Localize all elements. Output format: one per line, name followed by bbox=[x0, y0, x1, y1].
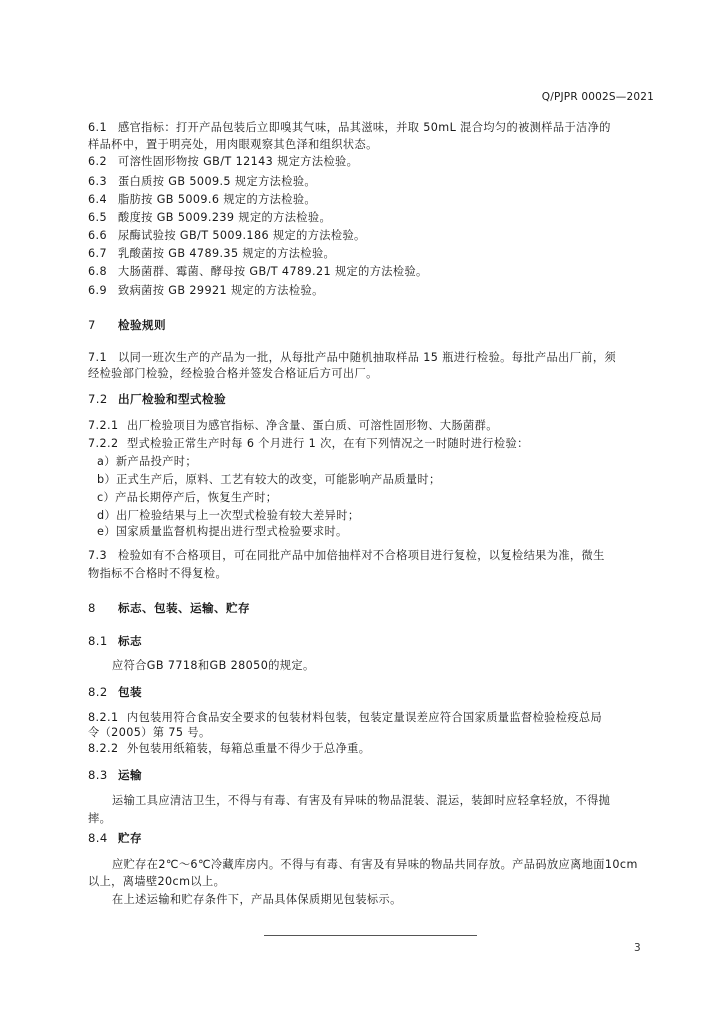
clause-7-1-cont: 经检验部门检验，经检验合格并签发合格证后方可出厂。 bbox=[88, 367, 378, 380]
clause-6-5: 6.5 酸度按 GB 5009.239 规定的方法检验。 bbox=[88, 211, 332, 224]
clause-8-3-heading: 8.3 运输 bbox=[88, 768, 142, 782]
clause-8-4-text: 应贮存在2℃～6℃冷藏库房内。不得与有毒、有害及有异味的物品共同存放。产品码放应离地面10cm bbox=[112, 858, 638, 871]
clause-8-3-cont: 摔。 bbox=[88, 812, 112, 825]
clause-8-2-2: 8.2.2 外包装用纸箱装，每箱总重量不得少于总净重。 bbox=[88, 742, 371, 755]
clause-6-1: 6.1 感官指标：打开产品包装后立即嗅其气味，品其滋味，并取 50mL 混合均匀的被测样品于洁净的 bbox=[88, 121, 611, 134]
clause-6-2: 6.2 可溶性固形物按 GB/T 12143 规定方法检验。 bbox=[88, 155, 359, 168]
clause-6-6: 6.6 尿酶试验按 GB/T 5009.186 规定的方法检验。 bbox=[88, 229, 366, 242]
clause-6-3: 6.3 蛋白质按 GB 5009.5 规定方法检验。 bbox=[88, 175, 317, 188]
clause-8-1-heading: 8.1 标志 bbox=[88, 634, 142, 648]
clause-7-1: 7.1 以同一班次生产的产品为一批，从每批产品中随机抽取样品 15 瓶进行检验。每批产品出厂前，须 bbox=[88, 351, 617, 364]
clause-8-2-heading: 8.2 包装 bbox=[88, 685, 142, 699]
section-8-heading: 8 标志、包装、运输、贮存 bbox=[88, 601, 250, 615]
clause-8-2-1: 8.2.1 内包装用符合食品安全要求的包装材料包装，包装定量误差应符合国家质量监督检验检疫总局 bbox=[88, 711, 603, 724]
clause-6-4: 6.4 脂肪按 GB 5009.6 规定的方法检验。 bbox=[88, 193, 317, 206]
page-number: 3 bbox=[634, 942, 641, 954]
document-code: Q/PJPR 0002S—2021 bbox=[541, 91, 654, 103]
clause-8-3-text: 运输工具应清洁卫生，不得与有毒、有害及有异味的物品混装、混运，装卸时应轻拿轻放，不得抛 bbox=[112, 794, 611, 807]
clause-7-3-cont: 物指标不合格时不得复检。 bbox=[88, 567, 228, 580]
end-separator-line bbox=[264, 935, 477, 936]
clause-7-2-1: 7.2.1 出厂检验项目为感官指标、净含量、蛋白质、可溶性固形物、大肠菌群。 bbox=[88, 419, 498, 432]
clause-6-9: 6.9 致病菌按 GB 29921 规定的方法检验。 bbox=[88, 284, 324, 297]
clause-6-8: 6.8 大肠菌群、霉菌、酵母按 GB/T 4789.21 规定的方法检验。 bbox=[88, 265, 428, 278]
list-item-b: b）正式生产后，原料、工艺有较大的改变，可能影响产品质量时； bbox=[97, 473, 441, 486]
list-item-a: a）新产品投产时； bbox=[97, 455, 197, 468]
clause-7-2-2: 7.2.2 型式检验正常生产时每 6 个月进行 1 次，在有下列情况之一时随时进行检验： bbox=[88, 437, 529, 450]
clause-6-1-cont: 样品杯中，置于明亮处，用肉眼观察其色泽和组织状态。 bbox=[88, 138, 378, 151]
clause-7-2-heading: 7.2 出厂检验和型式检验 bbox=[88, 392, 226, 406]
clause-8-4-cont: 以上，离墙壁20cm以上。 bbox=[88, 875, 226, 888]
clause-8-1-text: 应符合GB 7718和GB 28050的规定。 bbox=[112, 659, 315, 672]
section-7-heading: 7 检验规则 bbox=[88, 318, 166, 332]
list-item-d: d）出厂检验结果与上一次型式检验有较大差异时； bbox=[97, 509, 360, 522]
clause-8-4-final: 在上述运输和贮存条件下，产品具体保质期见包装标示。 bbox=[112, 893, 402, 906]
clause-6-7: 6.7 乳酸菌按 GB 4789.35 规定的方法检验。 bbox=[88, 247, 336, 260]
clause-8-2-1-cont: 令（2005）第 75 号。 bbox=[88, 726, 211, 739]
list-item-c: c）产品长期停产后，恢复生产时； bbox=[97, 491, 278, 504]
clause-8-4-heading: 8.4 贮存 bbox=[88, 831, 142, 845]
clause-7-3: 7.3 检验如有不合格项目，可在同批产品中加倍抽样对不合格项目进行复检，以复检结果为准，微生 bbox=[88, 549, 605, 562]
list-item-e: e）国家质量监督机构提出进行型式检验要求时。 bbox=[97, 525, 348, 538]
